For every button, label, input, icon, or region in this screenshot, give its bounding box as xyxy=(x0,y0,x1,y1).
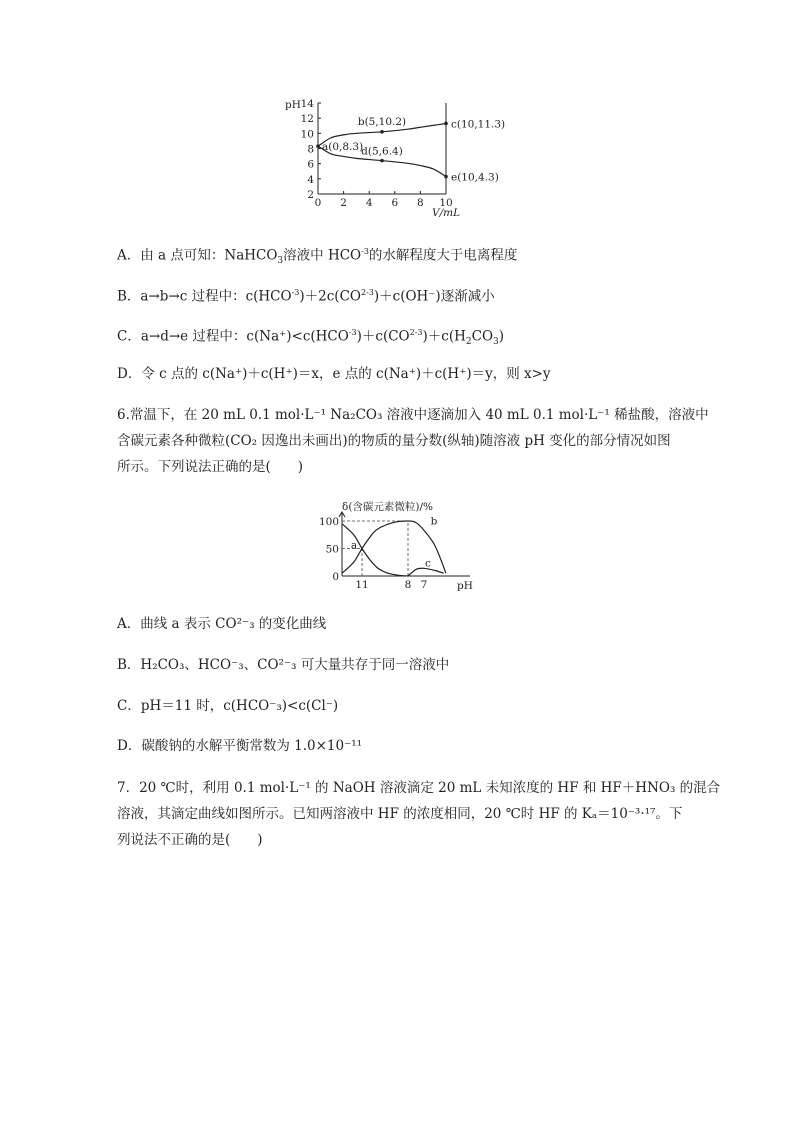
chart1-y-tick-label: 4 xyxy=(307,173,314,186)
chart2-curve-c xyxy=(408,568,444,576)
q5-option-b: B．a→b→c 过程中：$c(HCO^{-3})+2c(CO^{2-3})+c(OH^-)$逐渐减小 xyxy=(117,288,495,305)
chart2-x-tick-label: 7 xyxy=(420,579,428,591)
chart2-xlabel: pH xyxy=(457,580,473,592)
chart2-series-label-b: b xyxy=(430,515,438,528)
titration-chart xyxy=(0,0,794,230)
chart2-y-tick-label: 0 xyxy=(332,571,339,583)
chart1-point-c xyxy=(444,122,448,126)
chart1-x-tick-label: 10 xyxy=(439,197,453,209)
q5-option-c: C．a→d→e 过程中：$c(Na^+)<c(HCO^{-3})+c(CO^{2-3})+c(H_2CO_3)$ xyxy=(117,328,505,348)
chart1-y-tick-label: 12 xyxy=(300,113,314,126)
chart2-series-label-c: c xyxy=(425,557,431,570)
chart2-x-tick-label: 8 xyxy=(404,579,412,591)
chart2-y-tick-label: 50 xyxy=(325,543,339,556)
chart2-series-label-a: a xyxy=(350,539,358,552)
q7-stem-line1: 7．20 ℃时，利用 0.1 mol·L⁻¹ 的 NaOH 溶液滴定 20 mL 未知浓度的 HF 和 HF＋HNO₃ 的混合 xyxy=(117,780,721,796)
q6-option-c: C．pH＝11 时，c(HCO⁻₃)<c(Cl⁻) xyxy=(117,698,339,714)
chart1-point-d xyxy=(380,159,384,163)
chart1-point-label: c(10,11.3) xyxy=(451,118,506,131)
chart1-y-tick-label: 10 xyxy=(300,128,314,141)
distribution-chart xyxy=(0,495,794,605)
chart2-ylabel: δ(含碳元素微粒)/% xyxy=(342,501,434,513)
chart1-x-tick-label: 8 xyxy=(417,197,424,209)
chart2-series xyxy=(342,515,446,576)
q6-stem xyxy=(117,402,709,480)
q6-option-b: B．H₂CO₃、HCO⁻₃、CO²⁻₃ 可大量共存于同一溶液中 xyxy=(117,657,450,673)
chart1-point-b xyxy=(380,130,384,134)
chart1-x-tick-label: 4 xyxy=(365,197,373,209)
q5-option-a: A．由 a 点可知：NaHCO$_3$溶液中 $HCO^{-3}$的水解程度大于电离程度 xyxy=(117,247,518,267)
chart1-y-tick-label: 2 xyxy=(307,189,314,201)
chart1-points xyxy=(316,116,505,184)
q7-stem-line3: 列说法不正确的是( ) xyxy=(117,832,263,848)
chart1-point-label: a(0,8.3) xyxy=(322,141,364,154)
chart1-point-label: e(10,4.3) xyxy=(451,171,499,184)
q6-stem-line3: 所示。下列说法正确的是( ) xyxy=(117,459,304,475)
chart1-x-tick-label: 0 xyxy=(314,197,322,209)
chart1-y-tick-label: 6 xyxy=(307,158,314,171)
q5-option-d: D．令 c 点的 c(Na⁺)＋c(H⁺)＝x，e 点的 c(Na⁺)＋c(H⁺)＝y，则 x>y xyxy=(117,366,551,382)
q6-option-d: D．碳酸钠的水解平衡常数为 1.0×10⁻¹¹ xyxy=(117,738,363,754)
chart1-ylabel: pH xyxy=(285,99,301,111)
chart2-y-tick-label: 100 xyxy=(318,516,339,528)
q6-stem-line2: 含碳元素各种微粒(CO₂ 因逸出未画出)的物质的量分数(纵轴)随溶液 pH 变化的部分情况如图 xyxy=(117,433,671,449)
chart1-x-tick-label: 2 xyxy=(340,197,347,209)
q6-stem-line1: 6.常温下，在 20 mL 0.1 mol·L⁻¹ Na₂CO₃ 溶液中逐滴加入 40 mL 0.1 mol·L⁻¹ 稀盐酸，溶液中 xyxy=(117,407,709,423)
q6-option-a: A．曲线 a 表示 CO²⁻₃ 的变化曲线 xyxy=(117,616,327,632)
chart1-x-tick-label: 6 xyxy=(391,197,399,209)
chart1-xlabel: V/mL xyxy=(432,207,461,219)
chart2-x-tick-label: 11 xyxy=(355,579,369,591)
q7-stem-line2: 溶液，其滴定曲线如图所示。已知两溶液中 HF 的浓度相同，20 ℃时 HF 的 Kₐ＝10⁻³·¹⁷。下 xyxy=(117,806,683,822)
chart1-point-label: b(5,10.2) xyxy=(357,115,407,128)
chart1-point-a xyxy=(316,144,320,148)
chart1-point-e xyxy=(444,175,448,179)
chart1-y-tick-label: 8 xyxy=(307,143,314,156)
chart2-ticks xyxy=(319,516,427,591)
chart1-point-label: d(5,6.4) xyxy=(361,145,403,158)
q7-stem xyxy=(117,775,721,853)
chart1-y-tick-label: 14 xyxy=(300,98,314,110)
